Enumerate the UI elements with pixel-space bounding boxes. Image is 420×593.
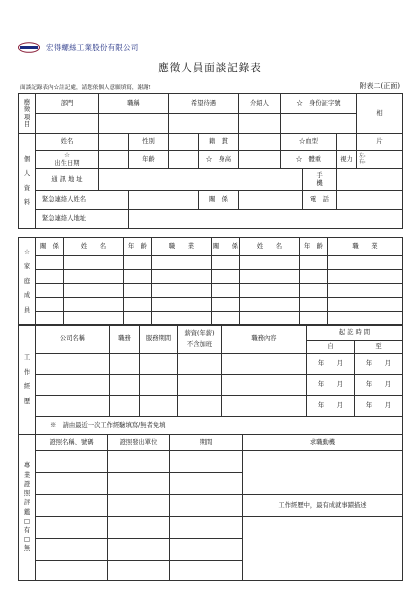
id-number-field[interactable] bbox=[281, 114, 357, 134]
motivation-field[interactable] bbox=[243, 451, 403, 495]
col-department: 部門 bbox=[36, 94, 99, 114]
department-field[interactable] bbox=[36, 114, 99, 134]
work-footnote: ※ 請由最近一次工作經驗填寫/無者免填 bbox=[36, 417, 403, 435]
section-work-label: 工 作 經 歷 bbox=[19, 325, 36, 435]
blood-type-label: ☆血型 bbox=[281, 134, 337, 151]
family-cell[interactable] bbox=[328, 284, 403, 298]
license-name-field[interactable] bbox=[36, 517, 108, 539]
emergency-contact-label: 緊急連絡人姓名 bbox=[36, 191, 129, 210]
relation-field[interactable] bbox=[239, 191, 303, 210]
family-cell[interactable] bbox=[240, 284, 300, 298]
license-issuer-field[interactable] bbox=[108, 495, 170, 517]
phone-label: 電 話 bbox=[303, 191, 337, 210]
work-salary-field[interactable] bbox=[178, 396, 222, 417]
section-family-label: ☆ 家 庭 成 員 bbox=[19, 238, 36, 326]
family-cell[interactable] bbox=[36, 284, 64, 298]
license-name-field[interactable] bbox=[36, 561, 108, 581]
license-period-field[interactable] bbox=[170, 495, 243, 517]
family-cell[interactable] bbox=[212, 256, 240, 270]
family-cell[interactable] bbox=[328, 298, 403, 312]
family-cell[interactable] bbox=[36, 270, 64, 284]
family-cell[interactable] bbox=[240, 270, 300, 284]
license-issuer-field[interactable] bbox=[108, 473, 170, 495]
age-label: 年齡 bbox=[129, 151, 169, 169]
family-cell[interactable] bbox=[36, 256, 64, 270]
mobile-field[interactable] bbox=[337, 169, 403, 191]
work-content-field[interactable] bbox=[222, 396, 307, 417]
work-col-salary: 薪資(年薪) 不含加班 bbox=[178, 325, 222, 354]
company-header bbox=[18, 40, 138, 54]
work-col-company: 公司名稱 bbox=[36, 325, 110, 354]
family-cell[interactable] bbox=[240, 298, 300, 312]
family-cell[interactable] bbox=[152, 298, 212, 312]
work-company-field[interactable] bbox=[36, 354, 110, 375]
work-position-field[interactable] bbox=[110, 354, 140, 375]
family-col-name-2: 姓 名 bbox=[240, 238, 300, 256]
company-logo-icon bbox=[18, 42, 40, 53]
work-content-field[interactable] bbox=[222, 375, 307, 396]
form-note: 面談記錄表內☆註記處，請您依個人意願填寫，謝謝! bbox=[20, 85, 151, 91]
applicant-info-table bbox=[18, 93, 403, 229]
work-content-field[interactable] bbox=[222, 354, 307, 375]
family-cell[interactable] bbox=[328, 256, 403, 270]
emergency-contact-field[interactable] bbox=[129, 191, 199, 210]
family-cell[interactable] bbox=[300, 256, 328, 270]
height-field[interactable] bbox=[239, 151, 281, 169]
work-period-field[interactable] bbox=[140, 396, 178, 417]
family-cell[interactable] bbox=[124, 270, 152, 284]
vision-field[interactable]: 左: 右: bbox=[357, 151, 403, 169]
license-col-period: 期間 bbox=[170, 435, 243, 451]
license-issuer-field[interactable] bbox=[108, 539, 170, 561]
license-period-field[interactable] bbox=[170, 473, 243, 495]
license-name-field[interactable] bbox=[36, 451, 108, 473]
expected-salary-field[interactable] bbox=[169, 114, 239, 134]
photo-cell-bottom: 片 bbox=[357, 134, 403, 151]
family-cell[interactable] bbox=[124, 256, 152, 270]
family-cell[interactable] bbox=[212, 284, 240, 298]
license-issuer-field[interactable] bbox=[108, 561, 170, 581]
work-position-field[interactable] bbox=[110, 396, 140, 417]
gender-field[interactable] bbox=[169, 134, 199, 151]
family-cell[interactable] bbox=[36, 298, 64, 312]
vision-label: 視力 bbox=[337, 151, 357, 169]
family-cell[interactable] bbox=[300, 298, 328, 312]
work-salary-field[interactable] bbox=[178, 375, 222, 396]
form-number: 附表二(正面) bbox=[359, 82, 400, 90]
family-cell[interactable] bbox=[212, 270, 240, 284]
form-title: 應徵人員面談記錄表 bbox=[158, 62, 262, 74]
family-cell[interactable] bbox=[124, 298, 152, 312]
family-cell[interactable] bbox=[64, 256, 124, 270]
family-cell[interactable] bbox=[124, 284, 152, 298]
work-table bbox=[18, 324, 403, 435]
work-period-field[interactable] bbox=[140, 354, 178, 375]
name-field[interactable] bbox=[99, 134, 129, 151]
work-col-to: 至 bbox=[355, 341, 403, 354]
family-col-occupation-1: 職 業 bbox=[152, 238, 212, 256]
relation-label: 關 係 bbox=[199, 191, 239, 210]
native-place-field[interactable] bbox=[239, 134, 281, 151]
family-col-age-2: 年 齡 bbox=[300, 238, 328, 256]
work-company-field[interactable] bbox=[36, 375, 110, 396]
license-col-name: 證照名稱、號碼 bbox=[36, 435, 108, 451]
family-col-age-1: 年 齡 bbox=[124, 238, 152, 256]
referrer-field[interactable] bbox=[239, 114, 281, 134]
family-col-occupation-2: 職 業 bbox=[328, 238, 403, 256]
family-cell[interactable] bbox=[300, 284, 328, 298]
weight-label: ☆ 體重 bbox=[281, 151, 337, 169]
license-col-motivation: 求職動機 bbox=[243, 435, 403, 451]
family-cell[interactable] bbox=[240, 256, 300, 270]
family-cell[interactable] bbox=[64, 298, 124, 312]
achievement-field[interactable] bbox=[243, 517, 403, 581]
work-from-field[interactable]: 年 月 bbox=[307, 354, 355, 375]
company-name: 宏得螺絲工業股份有限公司 bbox=[46, 42, 139, 52]
license-issuer-field[interactable] bbox=[108, 517, 170, 539]
work-from-field[interactable]: 年 月 bbox=[307, 396, 355, 417]
license-period-field[interactable] bbox=[170, 517, 243, 539]
work-from-field[interactable]: 年 月 bbox=[307, 375, 355, 396]
work-to-field[interactable]: 年 月 bbox=[355, 375, 403, 396]
gender-label: 性別 bbox=[129, 134, 169, 151]
section-personal-label: 個 人 資 料 bbox=[19, 134, 36, 229]
phone-field[interactable] bbox=[337, 191, 403, 210]
height-label: ☆ 身高 bbox=[199, 151, 239, 169]
work-salary-field[interactable] bbox=[178, 354, 222, 375]
work-to-field[interactable]: 年 月 bbox=[355, 396, 403, 417]
address-field[interactable] bbox=[99, 169, 303, 191]
family-cell[interactable] bbox=[300, 270, 328, 284]
family-col-name-1: 姓 名 bbox=[64, 238, 124, 256]
col-job-title: 職稱 bbox=[99, 94, 169, 114]
birth-date-field[interactable] bbox=[99, 151, 129, 169]
emergency-address-field[interactable] bbox=[129, 210, 403, 229]
license-issuer-field[interactable] bbox=[108, 451, 170, 473]
license-period-field[interactable] bbox=[170, 561, 243, 581]
license-name-field[interactable] bbox=[36, 495, 108, 517]
family-col-relation-1: 關 係 bbox=[36, 238, 64, 256]
license-col-issuer: 證照發出單位 bbox=[108, 435, 170, 451]
section-license-label: 專 業 證 照 評 鑑 □ 有 □ 無 bbox=[19, 435, 36, 581]
work-col-date-range: 起 訖 時 間 bbox=[307, 325, 403, 341]
work-col-content: 職務內容 bbox=[222, 325, 307, 354]
birth-date-label: ☆ 出生日期 bbox=[36, 151, 99, 169]
work-col-from: 自 bbox=[307, 341, 355, 354]
license-name-field[interactable] bbox=[36, 539, 108, 561]
address-label: 通 訊 地 址 bbox=[36, 169, 99, 191]
work-col-position: 職務 bbox=[110, 325, 140, 354]
native-place-label: 籍 貫 bbox=[199, 134, 239, 151]
family-cell[interactable] bbox=[64, 270, 124, 284]
age-field[interactable] bbox=[169, 151, 199, 169]
col-expected-salary: 希望待遇 bbox=[169, 94, 239, 114]
work-position-field[interactable] bbox=[110, 375, 140, 396]
col-id-number: ☆ 身份証字號 bbox=[281, 94, 357, 114]
photo-cell: 相 bbox=[357, 94, 403, 134]
family-cell[interactable] bbox=[64, 284, 124, 298]
family-cell[interactable] bbox=[328, 270, 403, 284]
family-cell[interactable] bbox=[152, 256, 212, 270]
family-col-relation-2: 關 係 bbox=[212, 238, 240, 256]
family-table bbox=[18, 237, 403, 326]
work-company-field[interactable] bbox=[36, 396, 110, 417]
license-name-field[interactable] bbox=[36, 473, 108, 495]
achievement-label: 工作經歷中，最有成就事蹟描述 bbox=[243, 495, 403, 517]
col-referrer: 介紹人 bbox=[239, 94, 281, 114]
family-cell[interactable] bbox=[152, 284, 212, 298]
blood-type-field[interactable] bbox=[337, 134, 357, 151]
name-label: 姓名 bbox=[36, 134, 99, 151]
job-title-field[interactable] bbox=[99, 114, 169, 134]
mobile-label: 手 機 bbox=[303, 169, 337, 191]
emergency-address-label: 緊急連絡人地址 bbox=[36, 210, 129, 229]
work-col-period: 服務期間 bbox=[140, 325, 178, 354]
license-period-field[interactable] bbox=[170, 539, 243, 561]
section-application-label: 應 徵 項 目 bbox=[19, 94, 36, 134]
license-table bbox=[18, 434, 403, 581]
work-period-field[interactable] bbox=[140, 375, 178, 396]
work-to-field[interactable]: 年 月 bbox=[355, 354, 403, 375]
family-cell[interactable] bbox=[212, 298, 240, 312]
license-period-field[interactable] bbox=[170, 451, 243, 473]
family-cell[interactable] bbox=[152, 270, 212, 284]
